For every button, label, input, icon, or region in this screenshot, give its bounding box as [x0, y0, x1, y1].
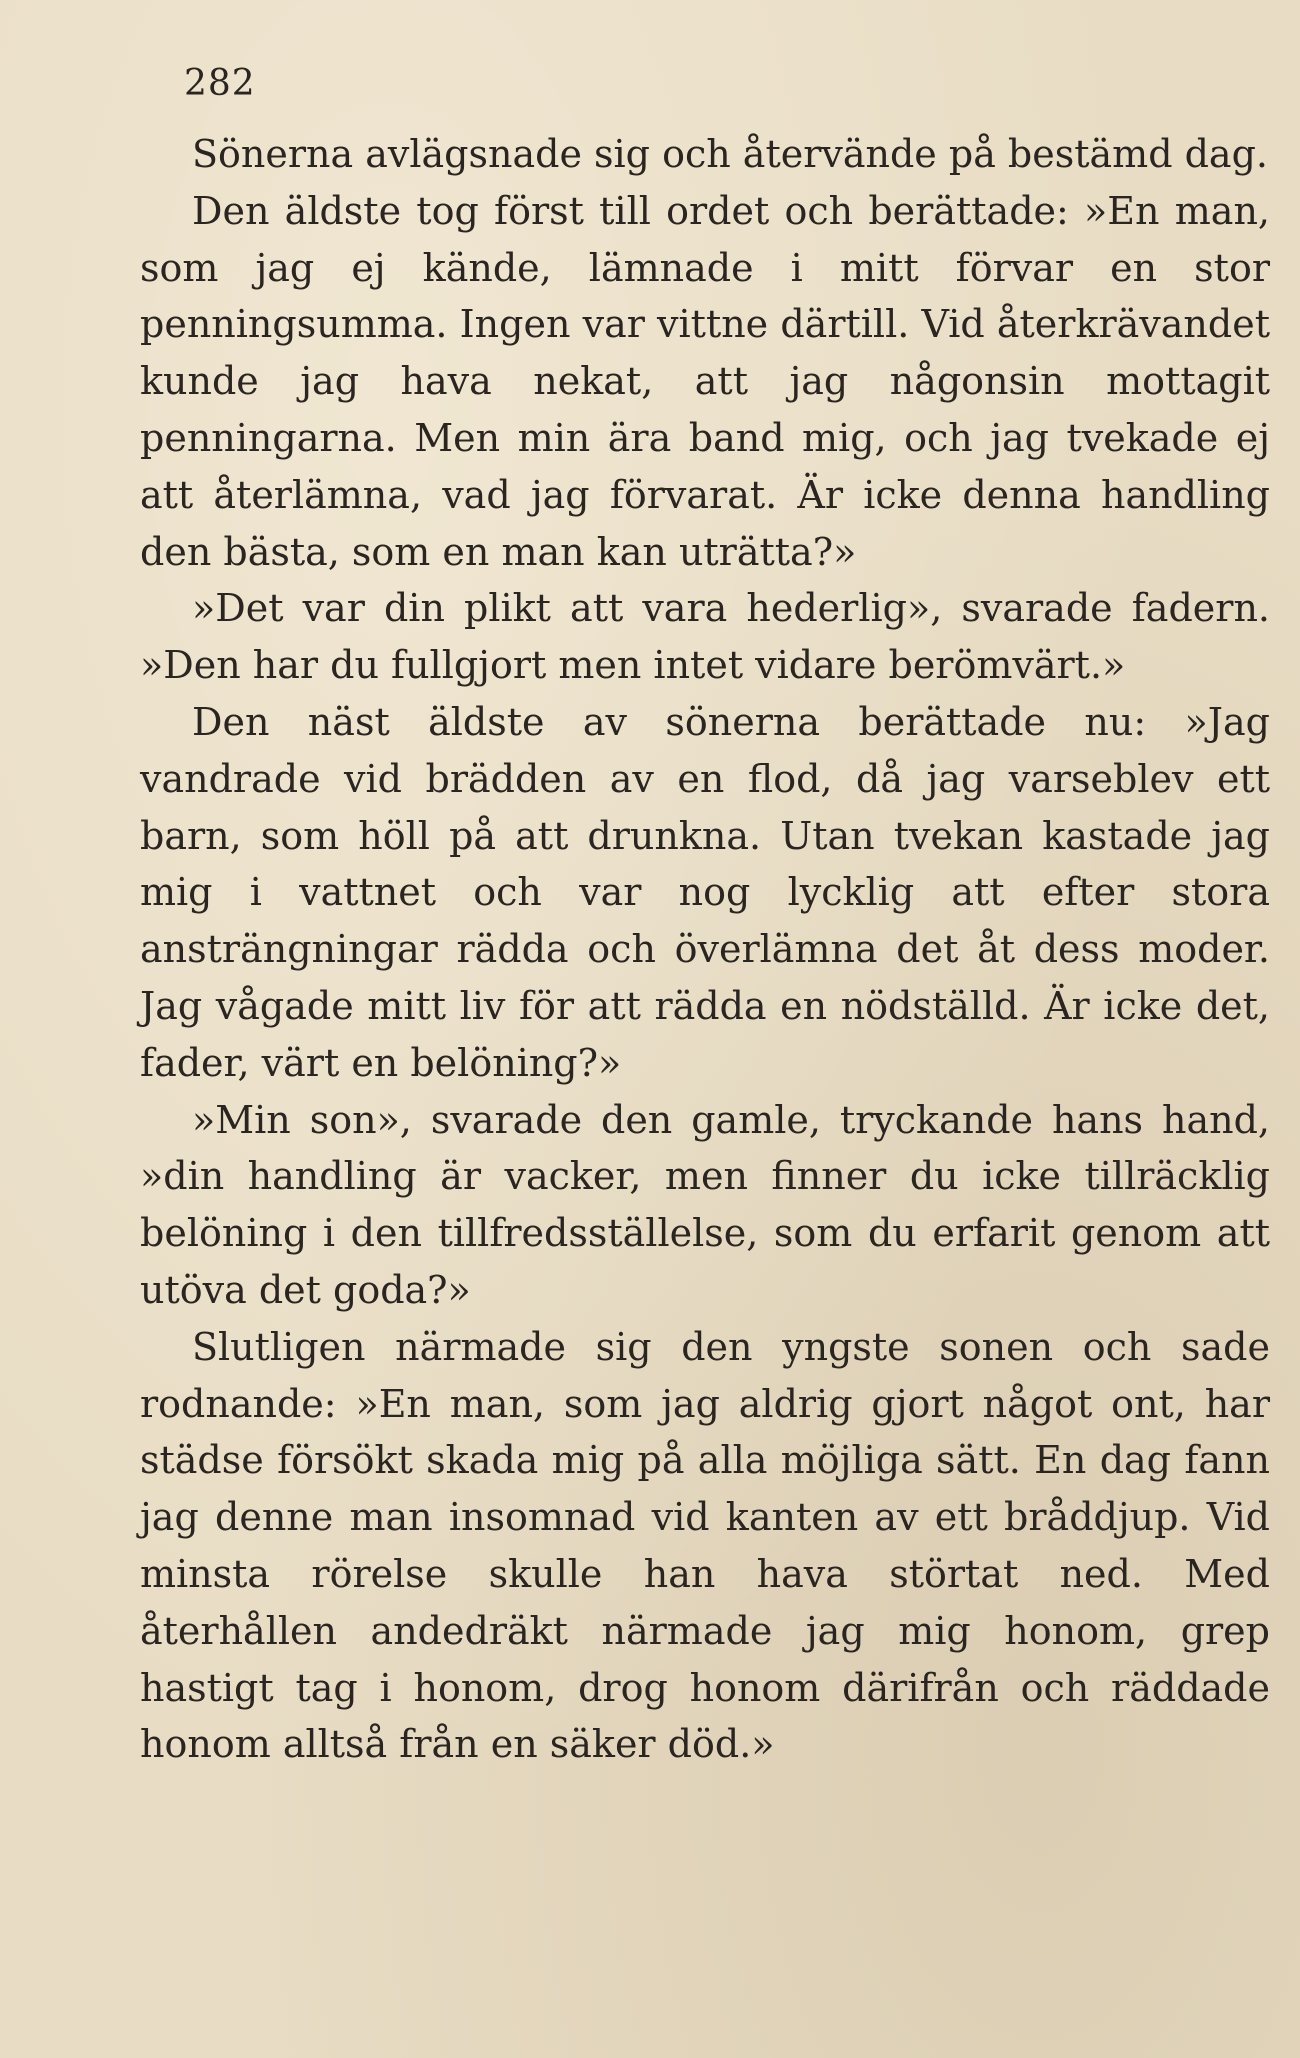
paragraph-5: »Min son», svarade den gamle, tryckande hans hand, »din handling är vacker, men finner du icke tillräcklig belöning i den tillfredsställelse, som du erfarit genom att utöva det goda?» [140, 1097, 1270, 1312]
page-number: 282 [184, 63, 256, 104]
paragraph-6: Slutligen närmade sig den yngste sonen och sade rodnande: »En man, som jag aldrig gjort något ont, har städse försökt skada mig på alla möjliga sätt. En dag fann jag denne man insomnad vid kanten av ett bråddjup. Vid minsta rörelse skulle han hava störtat ned. Med återhållen andedräkt närmade jag mig honom, grep hastigt tag i honom, drog honom därifrån och räddade honom alltså från en säker död.» [140, 1324, 1270, 1767]
paragraph-2: Den äldste tog först till ordet och berättade: »En man, som jag ej kände, lämnade i mitt förvar en stor penningsumma. Ingen var vittne därtill. Vid återkrävandet kunde jag hava nekat, att jag någonsin mottagit penningarna. Men min ära band mig, och jag tvekade ej att återlämna, vad jag förvarat. Är icke denna handling den bästa, som en man kan uträtta?» [140, 188, 1270, 574]
paragraph-1: Sönerna avlägsnade sig och återvände på bestämd dag. [192, 132, 1268, 176]
body-text [140, 126, 1270, 1773]
paragraph-4: Den näst äldste av sönerna berättade nu: »Jag vandrade vid brädden av en flod, då jag varseblev ett barn, som höll på att drunkna. Utan tvekan kastade jag mig i vattnet och var nog lycklig att efter stora ansträngningar rädda och överlämna det åt dess moder. Jag vågade mitt liv för att rädda en nödställd. Är icke det, fader, värt en belöning?» [140, 699, 1270, 1085]
paragraph-3: »Det var din plikt att vara hederlig», svarade fadern. »Den har du fullgjort men intet vidare berömvärt.» [140, 586, 1270, 688]
